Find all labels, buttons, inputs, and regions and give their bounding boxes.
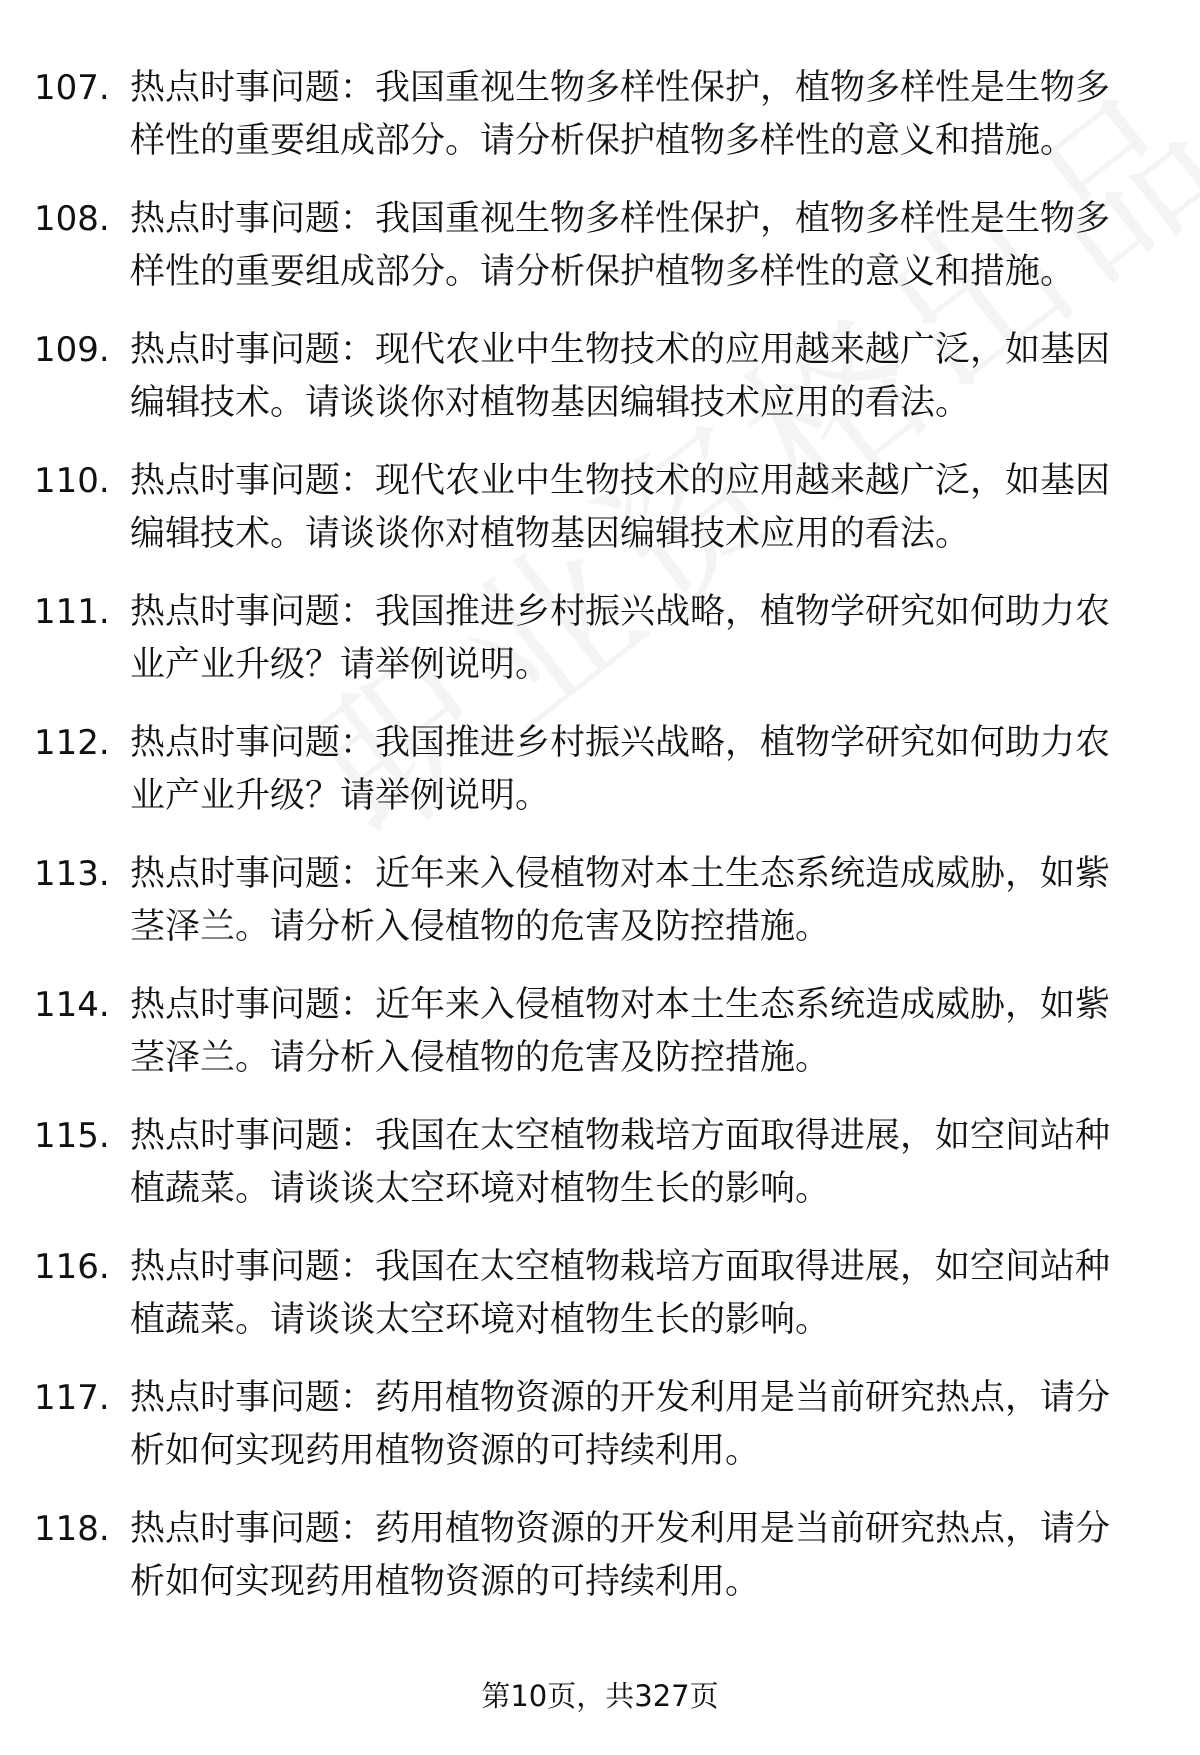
question-number: 115.	[34, 1116, 110, 1156]
question-list	[34, 62, 1144, 1634]
question-item	[34, 324, 1144, 455]
question-text: 热点时事问题：药用植物资源的开发利用是当前研究热点，请分析如何实现药用植物资源的可持续利用。	[130, 1509, 1111, 1602]
question-text: 热点时事问题：我国重视生物多样性保护，植物多样性是生物多样性的重要组成部分。请分析保护植物多样性的意义和措施。	[130, 68, 1111, 161]
question-number: 113.	[34, 854, 110, 894]
question-number: 116.	[34, 1247, 110, 1287]
question-item	[34, 455, 1144, 586]
question-item	[34, 848, 1144, 979]
question-item	[34, 1241, 1144, 1372]
question-text: 热点时事问题：近年来入侵植物对本土生态系统造成威胁，如紫茎泽兰。请分析入侵植物的危害及防控措施。	[130, 985, 1111, 1078]
question-text: 热点时事问题：我国重视生物多样性保护，植物多样性是生物多样性的重要组成部分。请分析保护植物多样性的意义和措施。	[130, 199, 1111, 292]
question-number: 114.	[34, 985, 110, 1025]
question-text: 热点时事问题：我国在太空植物栽培方面取得进展，如空间站种植蔬菜。请谈谈太空环境对植物生长的影响。	[130, 1116, 1111, 1209]
question-item	[34, 62, 1144, 193]
question-text: 热点时事问题：药用植物资源的开发利用是当前研究热点，请分析如何实现药用植物资源的可持续利用。	[130, 1378, 1111, 1471]
question-item	[34, 1503, 1144, 1634]
question-item	[34, 193, 1144, 324]
question-number: 110.	[34, 461, 110, 501]
question-text: 热点时事问题：现代农业中生物技术的应用越来越广泛，如基因编辑技术。请谈谈你对植物基因编辑技术应用的看法。	[130, 330, 1111, 423]
question-text: 热点时事问题：近年来入侵植物对本土生态系统造成威胁，如紫茎泽兰。请分析入侵植物的危害及防控措施。	[130, 854, 1111, 947]
question-number: 112.	[34, 723, 110, 763]
question-text: 热点时事问题：我国在太空植物栽培方面取得进展，如空间站种植蔬菜。请谈谈太空环境对植物生长的影响。	[130, 1247, 1111, 1340]
page-footer: 第10页，共327页	[481, 1679, 719, 1713]
question-number: 107.	[34, 68, 110, 108]
question-item	[34, 979, 1144, 1110]
question-number: 111.	[34, 592, 110, 632]
question-item	[34, 1372, 1144, 1503]
question-text: 热点时事问题：我国推进乡村振兴战略，植物学研究如何助力农业产业升级？请举例说明。	[130, 592, 1111, 685]
question-item	[34, 717, 1144, 848]
question-number: 108.	[34, 199, 110, 239]
question-item	[34, 586, 1144, 717]
question-text: 热点时事问题：现代农业中生物技术的应用越来越广泛，如基因编辑技术。请谈谈你对植物基因编辑技术应用的看法。	[130, 461, 1111, 554]
question-number: 109.	[34, 330, 110, 370]
question-item	[34, 1110, 1144, 1241]
question-text: 热点时事问题：我国推进乡村振兴战略，植物学研究如何助力农业产业升级？请举例说明。	[130, 723, 1111, 816]
question-number: 118.	[34, 1509, 110, 1549]
question-number: 117.	[34, 1378, 110, 1418]
